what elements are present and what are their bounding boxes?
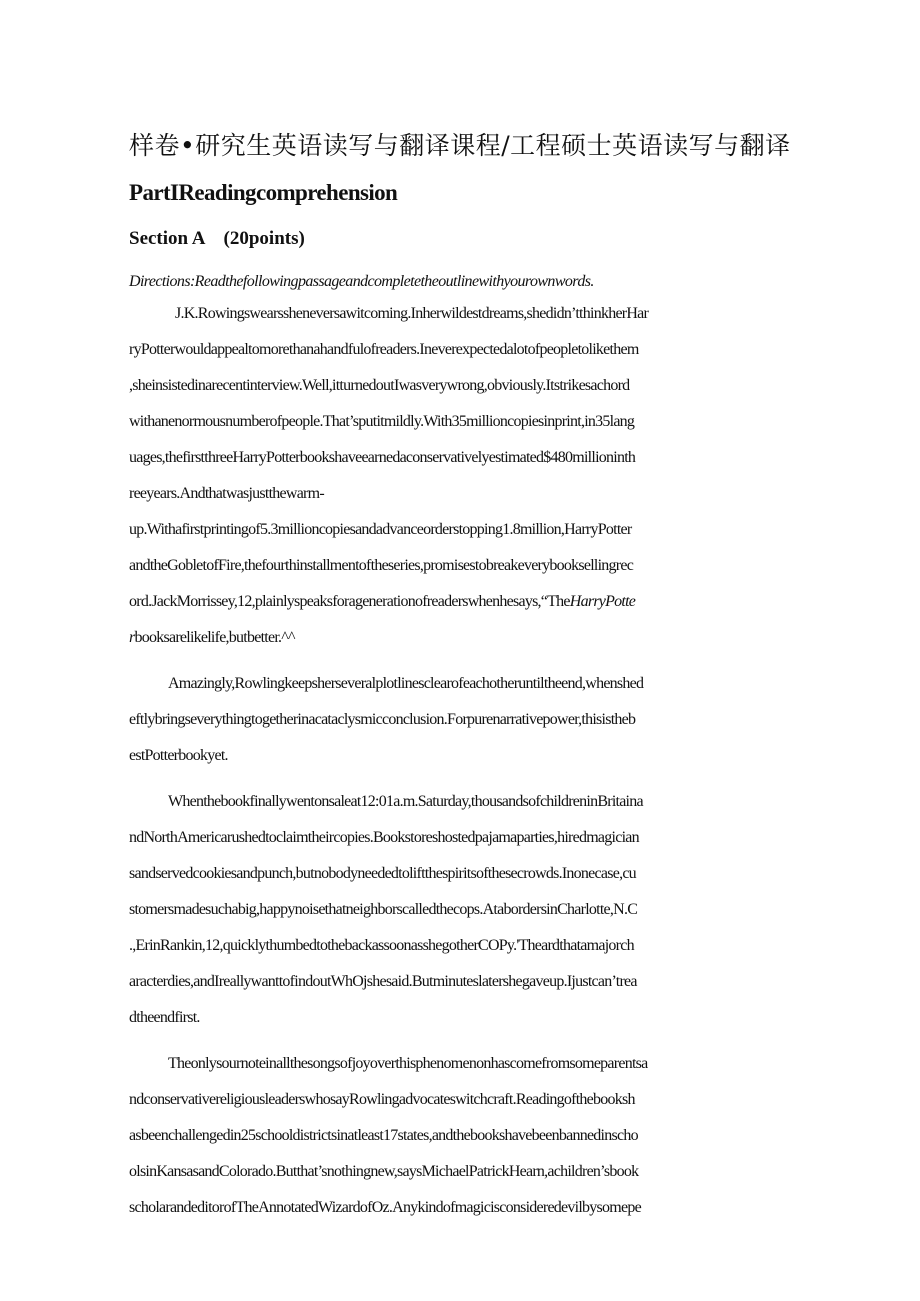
text-line: eftlybringseverythingtogetherinacataclysmicconclusion.Forpurenarrativepower,thisistheb — [129, 711, 636, 728]
text-line: withanenormousnumberofpeople.That’sputitmildly.With35millioncopiesinprint,in35lang — [129, 413, 635, 430]
text-line: sandservedcookiesandpunch,butnobodyneededtoliftthespiritsofthesecrowds.Inonecase,cu — [129, 865, 636, 882]
text-line: Whenthebookfinallywentonsaleat12:01a.m.Saturday,thousandsofchildreninBritaina — [168, 793, 643, 810]
text-line: reeyears.Andthatwasjustthewarm- — [129, 485, 324, 502]
text-line: uages,thefirstthreeHarryPotterbookshaveearnedaconservativelyestimated$480millioninth — [129, 449, 636, 466]
text-line: ndconservativereligiousleaderswhosayRowlingadvocateswitchcraft.Readingofthebooksh — [129, 1091, 635, 1108]
directions-text: Directions:Readthefollowingpassageandcompletetheoutlinewithyourownwords. — [129, 273, 594, 290]
paragraph — [129, 296, 793, 656]
text-line: J.K.Rowingswearssheneversawitcoming.Inherwildestdreams,shedidn’tthinkherHar — [175, 305, 649, 322]
text-line: scholarandeditorofTheAnnotatedWizardofOz.Anykindofmagicisconsideredevilbysomepe — [129, 1199, 641, 1216]
text-segment: booksarelikelife,butbetter.^^ — [134, 629, 295, 646]
text-line: estPotterbookyet. — [129, 747, 228, 764]
paragraph — [129, 666, 793, 774]
book-title-italic: r — [129, 629, 135, 646]
text-line: Amazingly,Rowlingkeepsherseveralplotlinesclearofeachotheruntiltheend,whenshed — [168, 675, 644, 692]
text-line: ndNorthAmericarushedtoclaimtheircopies.Bookstoreshostedpajamaparties,hiredmagician — [129, 829, 639, 846]
text-line: andtheGobletofFire,thefourthinstallmentoftheseries,promisestobreakeverybooksellingrec — [129, 557, 634, 574]
text-line: asbeenchallengedin25schooldistrictsinatleast17states,andthebookshavebeenbannedinscho — [129, 1127, 638, 1144]
text-line: Theonlysournoteinallthesongsofjoyoverthisphenomenonhascomefromsomeparentsa — [168, 1055, 648, 1072]
text-line: aracterdies,andIreallywanttofindoutWhOjshesaid.Butminuteslatershegaveup.Ijustcan’trea — [129, 973, 637, 990]
text-line: olsinKansasandColorado.Butthat’snothingnew,saysMichaelPatrickHearn,achildren’sbook — [129, 1163, 639, 1180]
book-title-italic: HarryPotte — [569, 593, 636, 610]
text-segment: ord.JackMorrissey,12,plainlyspeaksforagenerationofreaderswhenhesays,“The — [129, 593, 570, 610]
text-line: ryPotterwouldappealtomorethanahandfulofreaders.Ineverexpectedalotofpeopletolikethem — [129, 341, 639, 358]
text-line: stomersmadesuchabig,happynoisethatneighborscalledthecops.AtabordersinCharlotte,N.C — [129, 901, 638, 918]
page-title: 样卷•研究生英语读写与翻译课程/工程硕士英语读写与翻译 — [129, 131, 791, 160]
section-points: (20points) — [223, 228, 305, 249]
text-line: ,sheinsistedinarecentinterview.Well,itturnedoutIwasverywrong,obviously.Itstrikesachord — [129, 377, 630, 394]
part-heading: PartIReadingcomprehension — [129, 180, 398, 205]
text-line: .,ErinRankin,12,quicklythumbedtothebackassoonasshegotherCOPy.'Theardthatamajorch — [129, 937, 634, 954]
paragraph — [129, 1046, 793, 1226]
text-line: up.Withafirstprintingof5.3millioncopiesandadvanceorderstopping1.8million,HarryPotter — [129, 521, 632, 538]
text-line — [129, 620, 793, 656]
passage-body — [129, 296, 793, 1226]
text-line: dtheendfirst. — [129, 1009, 200, 1026]
text-line — [129, 584, 793, 620]
paragraph — [129, 784, 793, 1036]
section-heading — [129, 228, 305, 250]
section-label: Section A — [129, 228, 206, 249]
